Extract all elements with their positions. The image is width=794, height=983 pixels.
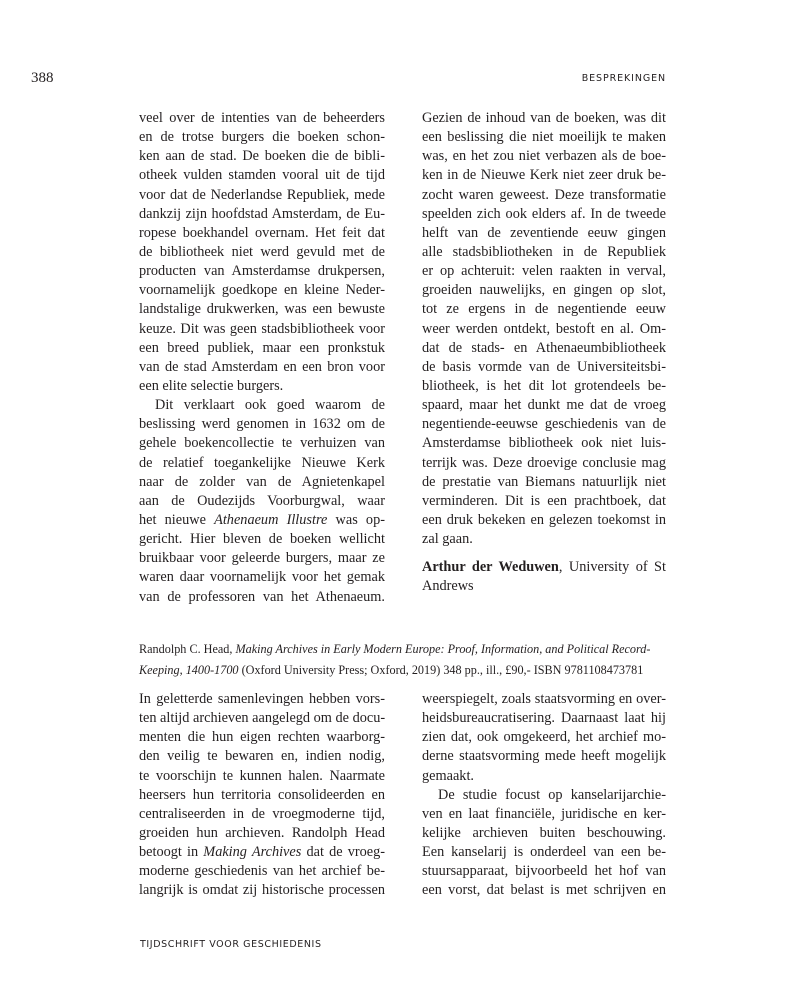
review1-right-column — [422, 109, 666, 597]
text-line: een breed publiek, maar een pronkstuk — [139, 339, 385, 356]
text-line: bruikbaar voor geleerde burgers, maar ze — [139, 550, 385, 567]
text-line: de prestatie van Biemans natuurlijk niet — [422, 473, 666, 490]
text-line: zocht waren geweest. Deze transformatie — [422, 186, 666, 203]
book-title: Making Archives in Early Modern Europe: Proof, Information, and Political Record- — [235, 642, 651, 656]
text-line: ropese boekhandel overnam. Het feit dat — [139, 224, 385, 241]
review2-left-column — [139, 690, 385, 901]
text-line: waren daar voornamelijk voor het gemak — [139, 569, 385, 586]
text-line: verminderen. Dit is een prachtboek, dat — [422, 492, 666, 509]
text-line: speelden zich ook elders af. In de tweede — [422, 205, 666, 222]
text-line: producten van Amsterdamse drukpersen, — [139, 263, 385, 280]
text-line: en de trotse burgers die boeken schon- — [139, 129, 385, 146]
text-fragment: dat de vroeg- — [301, 844, 386, 861]
text-line: Gezien de inhoud van de boeken, was dit — [422, 110, 666, 126]
text-line: spaard, maar het dunkt me dat de vroeg — [422, 397, 666, 414]
page-number: 388 — [31, 70, 54, 86]
book-citation — [139, 639, 679, 681]
paragraph-gap — [422, 549, 666, 558]
reviewer-name: Arthur der Weduwen — [422, 559, 559, 576]
text-line: groeiden nauwelijks, en gingen op slot, — [422, 282, 666, 299]
text-line: naar de zolder van de Agnietenkapel — [139, 473, 385, 490]
text-line: helft van de zeventiende eeuw gingen — [422, 224, 666, 241]
text-line: de bibliotheek niet werd gevuld met de — [139, 243, 385, 260]
text-line: centraliseerden in de vroegmoderne tijd, — [139, 805, 385, 822]
text-line: was, en het zou niet verbazen als de boe- — [422, 148, 666, 165]
text-line: weerspiegelt, zoals staatsvorming en over- — [422, 691, 666, 707]
review1-left-column — [139, 109, 385, 607]
text-line: veel over de intenties van de beheerders — [139, 110, 385, 126]
text-line: Een kanselarij is onderdeel van een be- — [422, 844, 666, 861]
text-line: moderne geschiedenis van het archief be- — [139, 863, 385, 880]
text-line: aan de Oudezijds Voorburgwal, waar — [139, 492, 385, 509]
text-line: er op achteruit: velen raakten in verval, — [422, 263, 666, 280]
text-line: een beslissing die niet moeilijk te maken — [422, 129, 666, 146]
text-line: een elite selectie burgers. — [139, 377, 284, 394]
text-line: gericht. Hier bleven de boeken wellicht — [139, 531, 385, 548]
text-line: ven en laat financiële, juridische en ker- — [422, 805, 666, 822]
text-fragment: betoogt in — [139, 844, 204, 861]
text-line: de basis vormde van de Universiteitsbi- — [422, 358, 666, 375]
journal-footer: TIJDSCHRIFT VOOR GESCHIEDENIS — [140, 939, 322, 950]
text-line: De studie focust op kanselarijarchie- — [438, 786, 666, 803]
text-line: langrijk is omdat zij historische processen — [139, 882, 385, 899]
text-line: bliotheek, is het dit lot grotendeels be- — [422, 377, 666, 394]
text-line: groeiden hun archieven. Randolph Head — [139, 824, 385, 841]
text-line: Dit verklaart ook goed waarom de — [155, 397, 385, 414]
text-line: In geletterde samenlevingen hebben vors- — [139, 691, 385, 707]
text-line: van de professoren van het Athenaeum. — [139, 588, 385, 605]
text-line: gehele boekencollectie te verhuizen van — [139, 435, 385, 452]
text-line: van de stad Amsterdam en een bron voor — [139, 358, 385, 375]
italic-title: Athenaeum Illustre — [214, 511, 328, 528]
text-fragment: was op- — [327, 511, 385, 528]
text-line: terrijk was. Deze droevige conclusie mag — [422, 454, 666, 471]
text-line: beslissing werd genomen in 1632 om de — [139, 416, 385, 433]
text-line: stuursapparaat, bijvoorbeeld het hof van — [422, 863, 666, 880]
text-line: tot ze ergens in de negentiende eeuw — [422, 301, 666, 318]
text-line: heidsbureaucratisering. Daarnaast laat hij — [422, 710, 666, 727]
text-line: zien dat, ook omgekeerd, het archief mo- — [422, 729, 666, 746]
text-line: negentiende-eeuwse geschiedenis van de — [422, 416, 666, 433]
text-line: weer werden ontdekt, bestoft en al. Om- — [422, 320, 666, 337]
citation-line — [139, 639, 679, 660]
text-line: otheek vulden stamden vooral uit de tijd — [139, 167, 385, 184]
reviewer-affiliation: , University of St — [558, 559, 666, 576]
text-line: keuze. Dit was geen stadsbibliotheek voor — [139, 320, 385, 337]
text-line: een druk bekeken en gelezen toekomst in — [422, 511, 666, 528]
text-line: dankzij zijn hoofdstad Amsterdam, de Eu- — [139, 205, 385, 222]
text-line: te voorschijn te kunnen halen. Naarmate — [139, 767, 385, 784]
citation-line — [139, 660, 679, 681]
text-line: Amsterdamse bibliotheek ook niet luis- — [422, 435, 666, 452]
text-line: menten die hun eigen rechten waarborg- — [139, 729, 385, 746]
text-line: voor dat de Nederlandse Republiek, mede — [139, 186, 385, 203]
text-line: ken in de Nieuwe Kerk niet zeer druk be- — [422, 167, 666, 184]
reviewer-signature — [422, 558, 666, 577]
text-line: gemaakt. — [422, 767, 475, 784]
text-line: een vorst, dat belast is met schrijven en — [422, 882, 666, 899]
text-line: alle stadsbibliotheken in de Republiek — [422, 243, 666, 260]
text-line: kelijke archieven buiten beschouwing. — [422, 824, 666, 841]
text-line: voornamelijk goedkope en kleine Neder- — [139, 282, 385, 299]
text-line: derne staatsvorming mede heeft mogelijk — [422, 748, 666, 765]
italic-title: Making Archives — [203, 844, 302, 861]
text-line: heersers hun territoria consolideerden en — [139, 786, 385, 803]
text-line: ten altijd archieven aangelegd om de docu- — [139, 710, 386, 727]
running-head: BESPREKINGEN — [581, 73, 666, 84]
text-line: ken aan de stad. De boeken die de bibli- — [139, 148, 385, 165]
text-fragment: het nieuwe — [139, 511, 215, 528]
text-line: den veilig te bewaren en, indien nodig, — [139, 748, 385, 765]
text-line: zal gaan. — [422, 531, 473, 548]
reviewer-affiliation-continued: Andrews — [422, 578, 474, 595]
text-line — [139, 511, 385, 530]
book-author: Randolph C. Head, — [139, 642, 236, 656]
text-line: landstalige drukwerken, was een bewuste — [139, 301, 385, 318]
review2-right-column — [422, 690, 666, 901]
text-line — [139, 843, 385, 862]
book-title-continued: Keeping, 1400-1700 — [139, 663, 239, 677]
text-line: de relatief toegankelijke Nieuwe Kerk — [139, 454, 385, 471]
publication-info: (Oxford University Press; Oxford, 2019) 348 pp., ill., £90,- ISBN 9781108473781 — [238, 663, 644, 677]
text-line: dat de stads- en Athenaeumbibliotheek — [422, 339, 666, 356]
